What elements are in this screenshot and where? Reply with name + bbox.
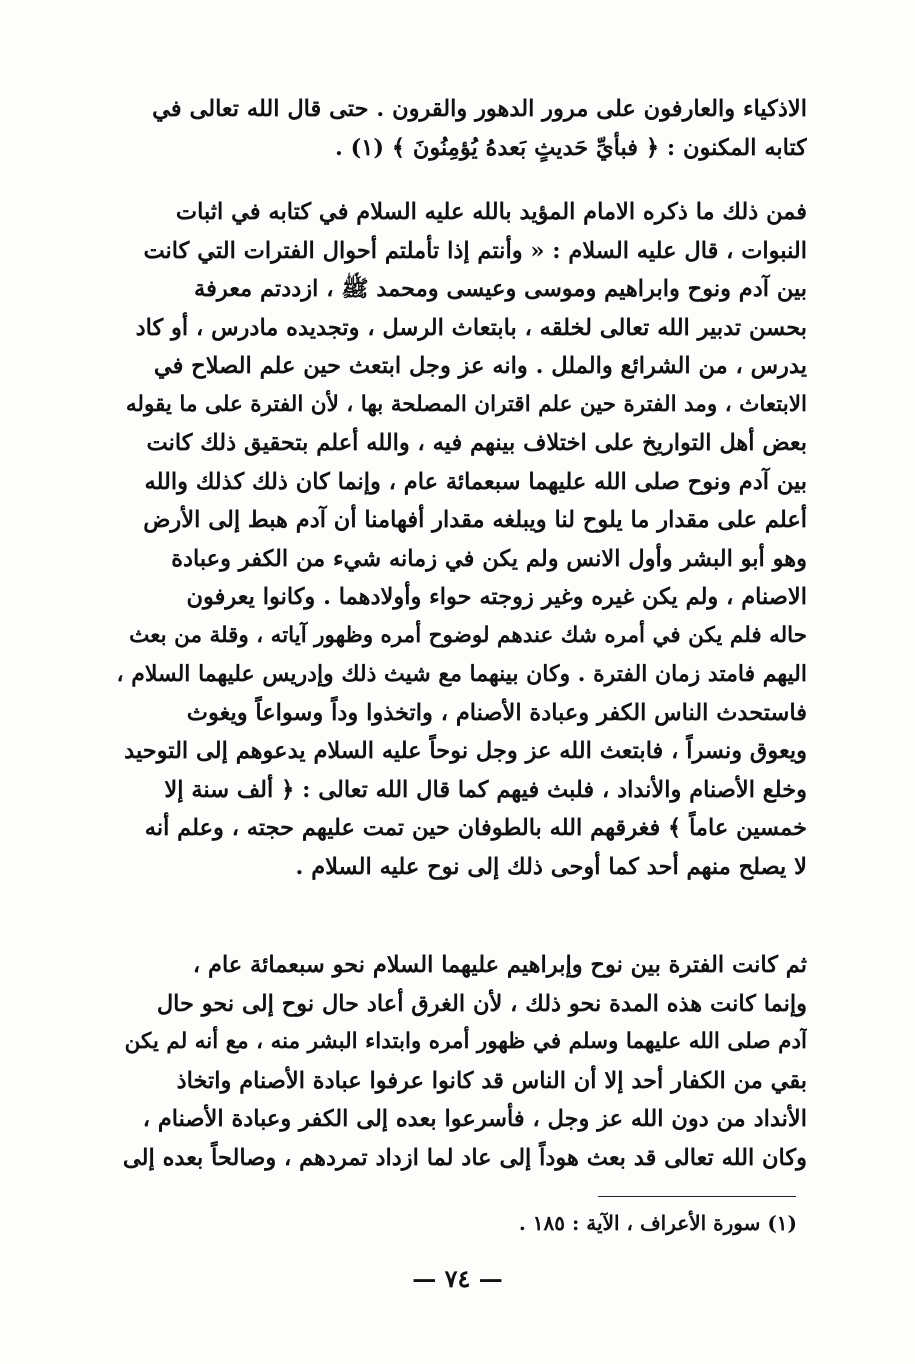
text-line: وكان الله تعالى قد بعث هوداً إلى عاد لما ازداد تمردهم ، وصالحاً بعده إلى bbox=[122, 1144, 807, 1171]
text-line: وخلع الأصنام والأنداد ، فلبث فيهم كما قال الله تعالى : ﴿ ألف سنة إلا bbox=[164, 776, 807, 803]
text-line: آدم صلى الله عليهما وسلم في ظهور أمره وابتداء البشر منه ، مع أنه لم يكن bbox=[124, 1029, 807, 1054]
text-line: ثم كانت الفترة بين نوح وإبراهيم عليهما السلام نحو سبعمائة عام ، bbox=[192, 952, 807, 978]
text-line: بين آدم ونوح وابراهيم وموسى وعيسى ومحمد ﷺ ، ازددتم معرفة bbox=[194, 276, 807, 302]
text-line: وإنما كانت هذه المدة نحو ذلك ، لأن الغرق أعاد حال نوح إلى نحو حال bbox=[156, 990, 807, 1017]
text-line: خمسين عاماً ﴾ فغرقهم الله بالطوفان حين تمت عليهم حجته ، وعلم أنه bbox=[144, 815, 807, 841]
text-line: أعلم على مقدار ما يلوح لنا ويبلغه مقدار أفهامنا أن آدم هبط إلى الأرض bbox=[143, 507, 807, 533]
text-line: بحسن تدبير الله تعالى لخلقه ، بابتعاث الرسل ، وتجديده مادرس ، أو كاد bbox=[135, 314, 807, 341]
text-line: بعض أهل التواريخ على اختلاف بينهم فيه ، والله أعلم بتحقيق ذلك كانت bbox=[146, 430, 807, 456]
text-line: كتابه المكنون : ﴿ فبأيِّ حَديثٍ بَعدهُ يُؤمِنُونَ ﴾ (١) . bbox=[334, 134, 807, 161]
footnote: (١) سورة الأعراف ، الآية : ١٨٥ . bbox=[518, 1211, 797, 1235]
text-line: وهو أبو البشر وأول الانس ولم يكن في زمانه شيء من الكفر وعبادة bbox=[171, 545, 807, 572]
text-line: الاذكياء والعارفون على مرور الدهور والقرون . حتى قال الله تعالى في bbox=[152, 96, 807, 122]
text-line: فمن ذلك ما ذكره الامام المؤيد بالله عليه السلام في كتابه في اثبات bbox=[175, 199, 807, 225]
text-line: الابتعاث ، ومد الفترة حين علم اقتران المصلحة بها ، لأن الفترة على ما يقوله bbox=[125, 391, 807, 417]
paragraph-1 bbox=[115, 90, 807, 167]
text-line: بين آدم ونوح صلى الله عليهما سبعمائة عام ، وإنما كان ذلك كذلك والله bbox=[144, 468, 807, 495]
text-line: فاستحدث الناس الكفر وعبادة الأصنام ، واتخذوا وداً وسواعاً ويغوث bbox=[186, 699, 807, 726]
text-line: الاصنام ، ولم يكن غيره وغير زوجته حواء وأولادهما . وكانوا يعرفون bbox=[186, 584, 807, 610]
page-number: — ٧٤ — bbox=[412, 1264, 503, 1293]
text-line: يدرس ، من الشرائع والملل . وانه عز وجل ابتعث حين علم الصلاح في bbox=[153, 353, 807, 379]
text-line: الأنداد من دون الله عز وجل ، فأسرعوا بعده إلى الكفر وعبادة الأصنام ، bbox=[142, 1106, 807, 1132]
text-line: حاله فلم يكن في أمره شك عندهم لوضوح أمره وظهور آياته ، وقلة من بعث bbox=[129, 622, 807, 648]
text-line: لا يصلح منهم أحد كما أوحى ذلك إلى نوح عليه السلام . bbox=[295, 853, 807, 880]
text-line: اليهم فامتد زمان الفترة . وكان بينهما مع شيث ذلك وإدريس عليهما السلام ، bbox=[116, 661, 807, 687]
paragraph-3 bbox=[115, 946, 807, 1177]
text-line: النبوات ، قال عليه السلام : « وأنتم إذا تأملتم أحوال الفترات التي كانت bbox=[143, 237, 807, 264]
text-line: بقي من الكفار أحد إلا أن الناس قد كانوا عرفوا عبادة الأصنام واتخاذ bbox=[176, 1067, 807, 1094]
paragraph-2 bbox=[115, 193, 807, 886]
text-line: ويعوق ونسراً ، فابتعث الله عز وجل نوحاً عليه السلام يدعوهم إلى التوحيد bbox=[124, 738, 807, 764]
footnote-divider bbox=[598, 1196, 796, 1197]
